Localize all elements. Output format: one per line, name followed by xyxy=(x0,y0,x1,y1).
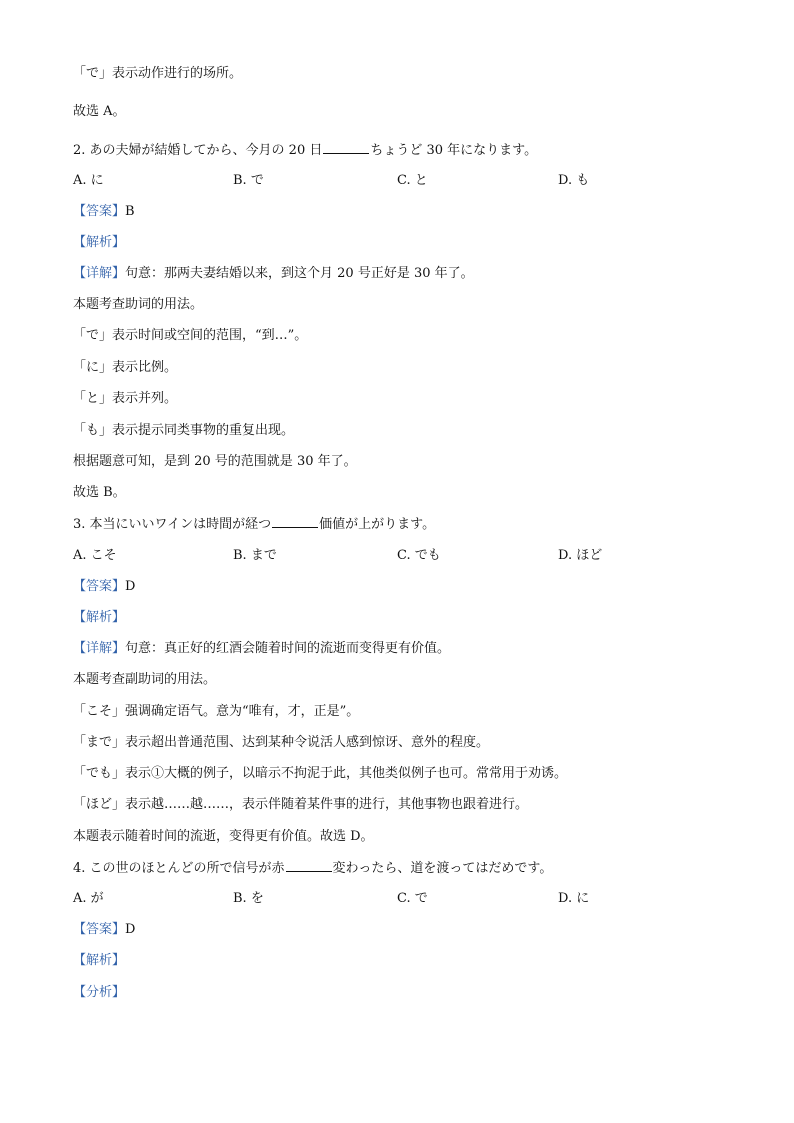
explain-line: 「でも」表示①大概的例子，以暗示不拘泥于此，其他类似例子也可。常常用于劝诱。 xyxy=(73,766,568,781)
answer-blank xyxy=(323,142,369,154)
answer-value: B xyxy=(125,204,135,219)
question-4-stem xyxy=(73,860,552,876)
explain-line: 「で」表示时间或空间的范围，“到…”。 xyxy=(73,328,308,343)
explain-line: 「で」表示动作进行的场所。 xyxy=(73,66,243,81)
explain-line: 「も」表示提示同类事物的重复出现。 xyxy=(73,423,295,438)
detail-label: 【详解】 xyxy=(73,641,126,656)
detail-label: 【详解】 xyxy=(73,266,126,281)
conclusion-line: 本题表示随着时间的流逝，变得更有价值。故选 D。 xyxy=(73,829,374,844)
question-2-stem xyxy=(73,142,537,158)
answer-value: D xyxy=(125,922,136,937)
analysis-label: 【解析】 xyxy=(73,953,126,968)
detail-text: 句意：那两夫妻结婚以来，到这个月 20 号正好是 30 年了。 xyxy=(125,266,474,281)
detail-text: 句意：真正好的红酒会随着时间的流逝而变得更有价值。 xyxy=(125,641,451,656)
option-d: D. ほど xyxy=(558,548,603,563)
explain-line: 「まで」表示超出普通范围、达到某种令说活人感到惊讶、意外的程度。 xyxy=(73,735,490,750)
explain-line: 本题考查助词的用法。 xyxy=(73,297,204,312)
answer-line xyxy=(73,579,135,595)
option-c: C. と xyxy=(397,173,428,188)
answer-line xyxy=(73,204,135,220)
explain-line: 根据题意可知，是到 20 号的范围就是 30 年了。 xyxy=(73,454,357,469)
answer-blank xyxy=(286,860,332,872)
option-c: C. で xyxy=(397,891,428,906)
stem-before: 3. 本当にいいワインは時間が経つ xyxy=(73,517,272,532)
conclusion-line: 故选 A。 xyxy=(73,104,126,119)
stem-after: 変わったら、道を渡ってはだめです。 xyxy=(332,861,553,876)
explain-line: 「と」表示并列。 xyxy=(73,391,178,406)
explain-line: 「こそ」强调确定语气。意为“唯有，才，正是”。 xyxy=(73,704,360,719)
explain-line: 本题考查副助词的用法。 xyxy=(73,672,217,687)
stem-before: 4. この世のほとんどの所で信号が赤 xyxy=(73,861,285,876)
option-b: B. を xyxy=(233,891,264,906)
answer-label: 【答案】 xyxy=(73,579,126,594)
answer-value: D xyxy=(125,579,136,594)
answer-blank xyxy=(272,516,318,528)
option-b: B. まで xyxy=(233,548,277,563)
answer-label: 【答案】 xyxy=(73,204,126,219)
detail-line xyxy=(73,266,474,282)
option-d: D. に xyxy=(558,891,590,906)
option-b: B. で xyxy=(233,173,264,188)
explain-line: 「に」表示比例。 xyxy=(73,360,178,375)
option-c: C. でも xyxy=(397,548,441,563)
stem-before: 2. あの夫婦が結婚してから、今月の 20 日 xyxy=(73,143,323,158)
option-a: A. が xyxy=(73,891,104,906)
option-a: A. に xyxy=(73,173,104,188)
detail-line xyxy=(73,641,450,657)
answer-line xyxy=(73,922,135,938)
question-3-stem xyxy=(73,516,435,532)
analysis-label: 【解析】 xyxy=(73,610,126,625)
fenxi-label: 【分析】 xyxy=(73,985,126,1000)
stem-after: ちょうど 30 年になります。 xyxy=(370,143,538,158)
explain-line: 「ほど」表示越……越……，表示伴随着某件事的进行，其他事物也跟着进行。 xyxy=(73,797,529,812)
conclusion-line: 故选 B。 xyxy=(73,485,126,500)
option-d: D. も xyxy=(558,173,590,188)
stem-after: 価値が上がります。 xyxy=(319,517,436,532)
answer-label: 【答案】 xyxy=(73,922,126,937)
option-a: A. こそ xyxy=(73,548,117,563)
analysis-label: 【解析】 xyxy=(73,235,126,250)
